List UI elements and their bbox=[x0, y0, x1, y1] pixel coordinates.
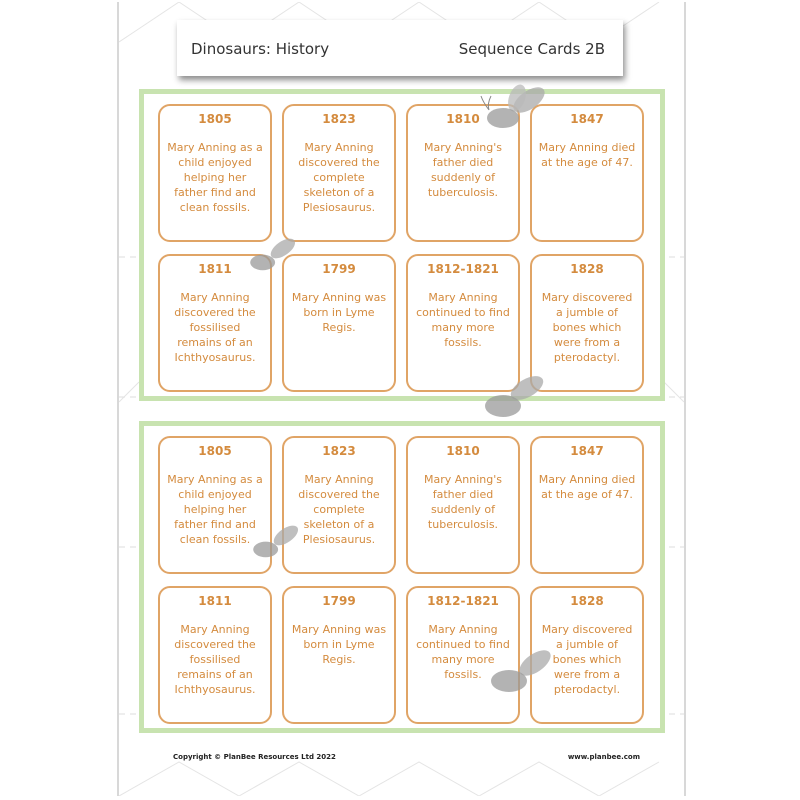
card-fact: Mary Anning's father died suddenly of tuberculosis. bbox=[424, 141, 502, 199]
bee-icon bbox=[479, 84, 551, 138]
sequence-card bbox=[282, 104, 396, 242]
card-fact: Mary discovered a jumble of bones which were from a pterodactyl. bbox=[541, 291, 633, 364]
card-fact: Mary Anning as a child enjoyed helping her father find and clean fossils. bbox=[167, 473, 263, 546]
card-year: 1799 bbox=[322, 262, 356, 276]
card-sheet-2 bbox=[139, 421, 665, 733]
sequence-card bbox=[158, 586, 272, 724]
sequence-card bbox=[158, 104, 272, 242]
card-year: 1811 bbox=[198, 262, 232, 276]
card-grid bbox=[158, 104, 644, 392]
card-year: 1823 bbox=[322, 112, 356, 126]
card-fact: Mary discovered a jumble of bones which were from a pterodactyl. bbox=[541, 623, 633, 696]
card-year: 1810 bbox=[446, 444, 480, 458]
card-year: 1828 bbox=[570, 262, 604, 276]
sequence-card bbox=[406, 436, 520, 574]
card-fact: Mary Anning discovered the complete skeleton of a Plesiosaurus. bbox=[298, 473, 380, 546]
sequence-card bbox=[530, 436, 644, 574]
copyright-notice: Copyright © PlanBee Resources Ltd 2022 bbox=[173, 753, 336, 761]
card-grid bbox=[158, 436, 644, 724]
sequence-card bbox=[282, 586, 396, 724]
card-year: 1811 bbox=[198, 594, 232, 608]
card-year: 1799 bbox=[322, 594, 356, 608]
card-fact: Mary Anning died at the age of 47. bbox=[538, 141, 636, 169]
card-fact: Mary Anning as a child enjoyed helping her father find and clean fossils. bbox=[167, 141, 263, 214]
card-year: 1847 bbox=[570, 444, 604, 458]
page-subtitle: Sequence Cards 2B bbox=[458, 40, 605, 58]
card-year: 1812-1821 bbox=[427, 594, 499, 608]
bee-icon bbox=[479, 372, 551, 426]
card-sheet-1 bbox=[139, 89, 665, 401]
worksheet-page bbox=[117, 2, 686, 796]
card-year: 1847 bbox=[570, 112, 604, 126]
card-year: 1828 bbox=[570, 594, 604, 608]
card-year: 1810 bbox=[446, 112, 480, 126]
card-year: 1823 bbox=[322, 444, 356, 458]
card-fact: Mary Anning died at the age of 47. bbox=[538, 473, 636, 501]
card-fact: Mary Anning continued to find many more fossils. bbox=[416, 623, 510, 681]
website-link: www.planbee.com bbox=[567, 753, 640, 761]
card-fact: Mary Anning continued to find many more fossils. bbox=[416, 291, 510, 349]
card-fact: Mary Anning was born in Lyme Regis. bbox=[291, 291, 387, 334]
card-year: 1812-1821 bbox=[427, 262, 499, 276]
card-fact: Mary Anning discovered the fossilised remains of an Ichthyosaurus. bbox=[174, 291, 256, 364]
bee-icon bbox=[244, 235, 300, 279]
card-fact: Mary Anning discovered the fossilised remains of an Ichthyosaurus. bbox=[174, 623, 256, 696]
card-fact: Mary Anning discovered the complete skeleton of a Plesiosaurus. bbox=[298, 141, 380, 214]
worksheet-header bbox=[177, 20, 623, 76]
card-fact: Mary Anning was born in Lyme Regis. bbox=[291, 623, 387, 666]
bee-icon bbox=[247, 522, 303, 566]
bee-icon bbox=[485, 647, 557, 701]
card-year: 1805 bbox=[198, 112, 232, 126]
card-year: 1805 bbox=[198, 444, 232, 458]
page-title: Dinosaurs: History bbox=[191, 40, 330, 58]
card-fact: Mary Anning's father died suddenly of tuberculosis. bbox=[424, 473, 502, 531]
